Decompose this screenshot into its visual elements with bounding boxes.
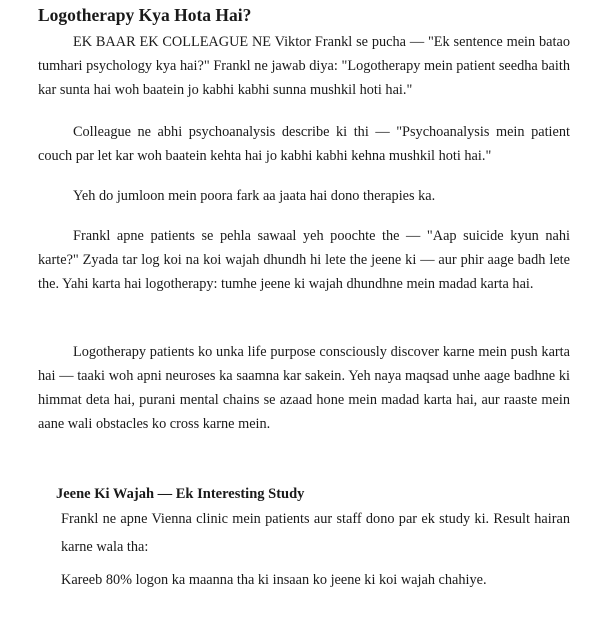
paragraph-suicide-question: Frankl apne patients se pehla sawaal yeh poochte the — "Aap suicide kyun nahi karte?" Zyada tar log koi na koi wajah dhundh hi lete the jeene ki — aur phir aage badh lete the. Yahi karta hai logotherapy: tumhe jeene ki wajah dhundhne mein madad karta hai. xyxy=(38,228,570,292)
section-paragraph-result: Kareeb 80% logon ka maanna tha ki insaan ko jeene ki koi wajah chahiye. xyxy=(61,572,487,588)
section-paragraph-study: Frankl ne apne Vienna clinic mein patients aur staff dono par ek study ki. Result hairan karne wala tha: xyxy=(61,511,570,555)
paragraph-psychoanalysis: Colleague ne abhi psychoanalysis describe ki thi — "Psychoanalysis mein patient couch par let kar woh baatein kehta hai jo kabhi kabhi kehna mushkil hoti hai." xyxy=(38,124,570,164)
paragraph-life-purpose: Logotherapy patients ko unka life purpose consciously discover karne mein push karta hai — taaki woh apni neuroses ka saamna kar sakein. Yeh naya maqsad unhe aage badhne ki himmat deta hai, purani mental chains se azaad hone mein madad karta hai, aur raaste mein aane wali obstacles ko cross karne mein. xyxy=(38,344,570,432)
section-title: Jeene Ki Wajah — Ek Interesting Study xyxy=(56,486,305,502)
paragraph-difference: Yeh do jumloon mein poora fark aa jaata hai dono therapies ka. xyxy=(73,188,436,204)
page-title: Logotherapy Kya Hota Hai? xyxy=(38,5,252,25)
paragraph-colleague-question: EK BAAR EK COLLEAGUE NE Viktor Frankl se pucha — "Ek sentence mein batao tumhari psychology kya hai?" Frankl ne jawab diya: "Logotherapy mein patient seedha baith kar sunta hai woh baatein jo kabhi kabhi sunna mushkil hoti hai." xyxy=(38,34,570,98)
